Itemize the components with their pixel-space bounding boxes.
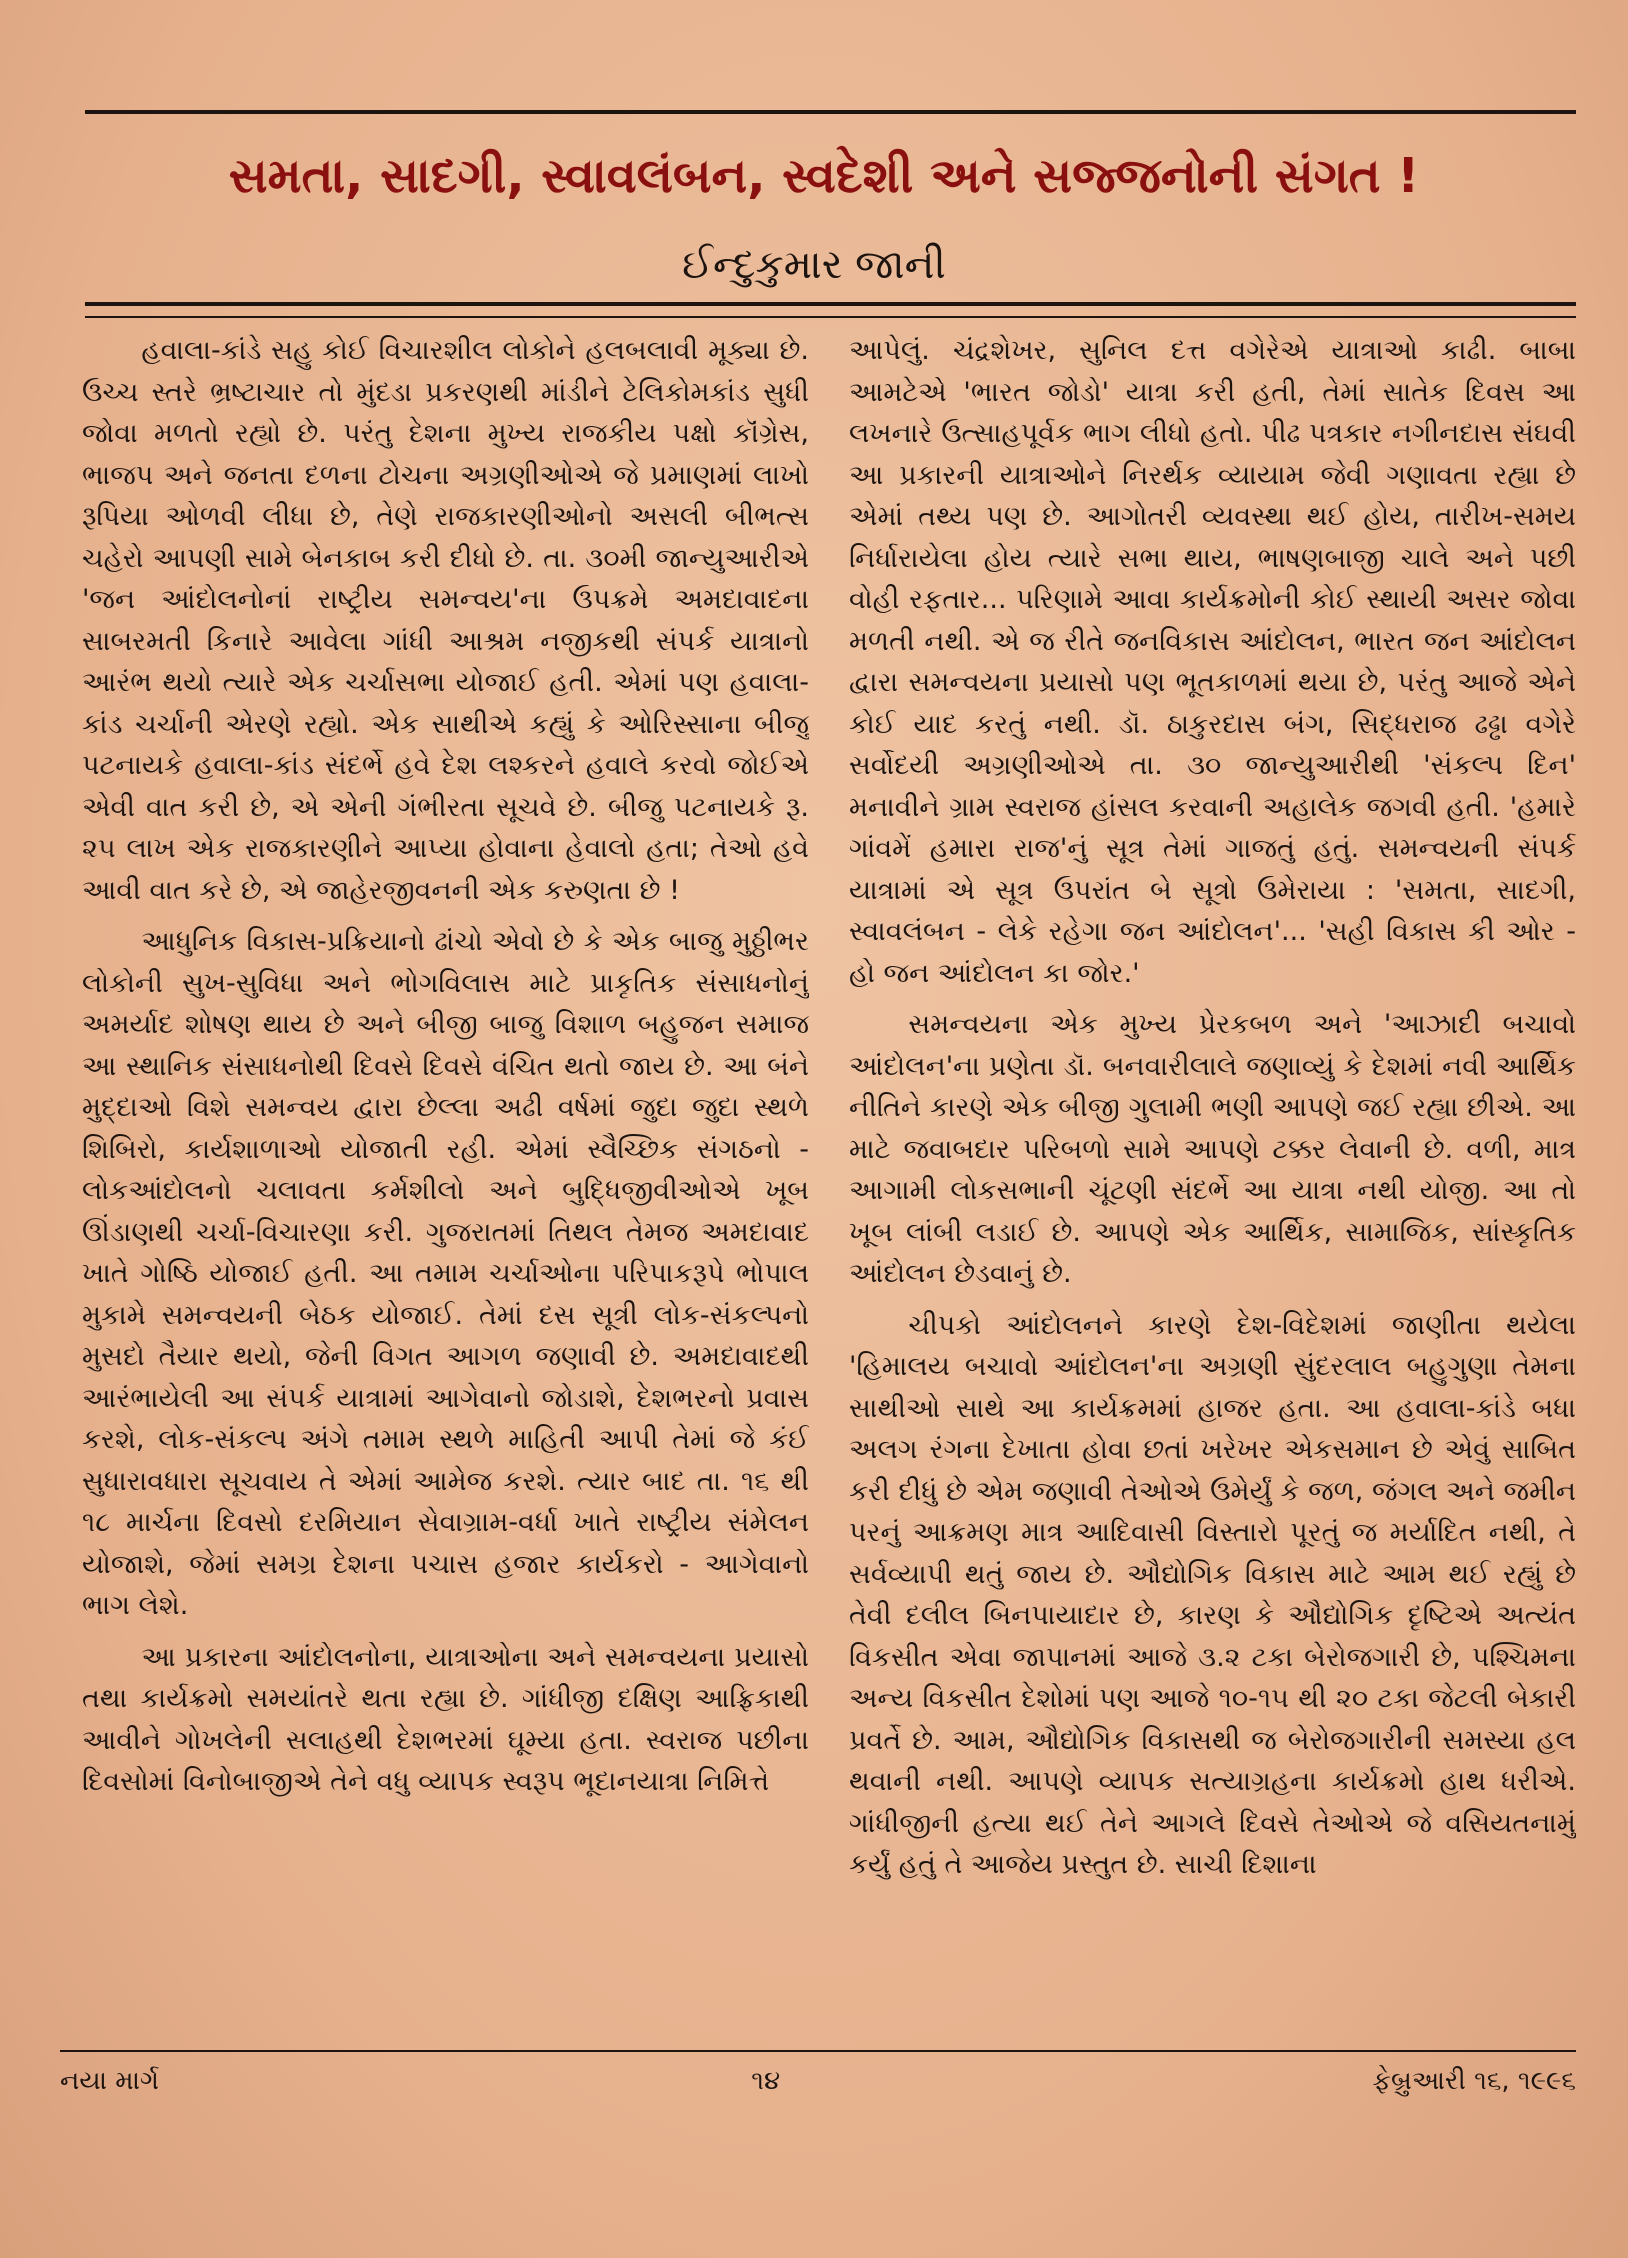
page-number: ૧૪ [751, 2066, 781, 2096]
top-rule [85, 110, 1576, 114]
article-body [82, 330, 1576, 2040]
paragraph: ચીપકો આંદોલનને કારણે દેશ-વિદેશમાં જાણીતા થયેલા 'હિમાલય બચાવો આંદોલન'ના અગ્રણી સુંદરલાલ બહુગુણા તેમના સાથીઓ સાથે આ કાર્યક્રમમાં હાજર હતા. આ હવાલા-કાંડે બધા અલગ રંગના દેખાતા હોવા છતાં ખરેખર એકસમાન છે એવું સાબિત કરી દીધું છે એમ જણાવી તેઓએ ઉમેર્યું કે જળ, જંગલ અને જમીન પરનું આક્રમણ માત્ર આદિવાસી વિસ્તારો પૂરતું જ મર્યાદિત નથી, તે સર્વવ્યાપી થતું જાય છે. ઔદ્યોગિક વિકાસ માટે આમ થઈ રહ્યું છે તેવી દલીલ બિનપાયાદાર છે, કારણ કે ઔદ્યોગિક દૃષ્ટિએ અત્યંત વિકસીત એવા જાપાનમાં આજે ૩.૨ ટકા બેરોજગારી છે, પશ્ચિમના અન્ય વિકસીત દેશોમાં પણ આજે ૧૦-૧૫ થી ૨૦ ટકા જેટલી બેકારી પ્રવર્તે છે. આમ, ઔદ્યોગિક વિકાસથી જ બેરોજગારીની સમસ્યા હલ થવાની નથી. આપણે વ્યાપક સત્યાગ્રહના કાર્યક્રમો હાથ ધરીએ. ગાંધીજીની હત્યા થઈ તેને આગલે દિવસે તેઓએ જે વસિયતનામું કર્યું હતું તે આજેય પ્રસ્તુત છે. સાચી દિશાના [849, 1309, 1576, 1880]
page-footer [60, 2066, 1576, 2097]
paragraph: હવાલા-કાંડે સહુ કોઈ વિચારશીલ લોકોને હલબલાવી મૂક્યા છે. ઉચ્ચ સ્તરે ભ્રષ્ટાચાર તો મુંદડા પ્રકરણથી માંડીને ટેલિકોમકાંડ સુધી જોવા મળતો રહ્યો છે. પરંતુ દેશના મુખ્ય રાજકીય પક્ષો કૉંગ્રેસ, ભાજપ અને જનતા દળના ટોચના અગ્રણીઓએ જે પ્રમાણમાં લાખો રૂપિયા ઓળવી લીધા છે, તેણે રાજકારણીઓનો અસલી બીભત્સ ચહેરો આપણી સામે બેનકાબ કરી દીધો છે. તા. ૩૦મી જાન્યુઆરીએ 'જન આંદોલનોનાં રાષ્ટ્રીય સમન્વય'ના ઉપક્રમે અમદાવાદના સાબરમતી કિનારે આવેલા ગાંધી આશ્રમ નજીકથી સંપર્ક યાત્રાનો આરંભ થયો ત્યારે એક ચર્ચાસભા યોજાઈ હતી. એમાં પણ હવાલા-કાંડ ચર્ચાની એરણે રહ્યો. એક સાથીએ કહ્યું કે ઓરિસ્સાના બીજુ પટનાયકે હવાલા-કાંડ સંદર્ભે હવે દેશ લશ્કરને હવાલે કરવો જોઈએ એવી વાત કરી છે, એ એની ગંભીરતા સૂચવે છે. બીજુ પટનાયકે રૂ. ૨૫ લાખ એક રાજકારણીને આપ્યા હોવાના હેવાલો હતા; તેઓ હવે આવી વાત કરે છે, એ જાહેરજીવનની એક કરુણતા છે ! [82, 335, 809, 906]
footer-rule [60, 2050, 1576, 2052]
right-column [849, 330, 1576, 2040]
paragraph: આધુનિક વિકાસ-પ્રક્રિયાનો ઢાંચો એવો છે કે એક બાજુ મુઠ્ઠીભર લોકોની સુખ-સુવિધા અને ભોગવિલાસ માટે પ્રાકૃતિક સંસાધનોનું અમર્યાદ શોષણ થાય છે અને બીજી બાજુ વિશાળ બહુજન સમાજ આ સ્થાનિક સંસાધનોથી દિવસે દિવસે વંચિત થતો જાય છે. આ બંને મુદ્દાઓ વિશે સમન્વય દ્વારા છેલ્લા અઢી વર્ષમાં જુદા જુદા સ્થળે શિબિરો, કાર્યશાળાઓ યોજાતી રહી. એમાં સ્વૈચ્છિક સંગઠનો - લોકઆંદોલનો ચલાવતા કર્મશીલો અને બુદ્ધિજીવીઓએ ખૂબ ઊંડાણથી ચર્ચા-વિચારણા કરી. ગુજરાતમાં તિથલ તેમજ અમદાવાદ ખાતે ગોષ્ઠિ યોજાઈ હતી. આ તમામ ચર્ચાઓના પરિપાકરૂપે ભોપાલ મુકામે સમન્વયની બેઠક યોજાઈ. તેમાં દસ સૂત્રી લોક-સંકલ્પનો મુસદો તૈયાર થયો, જેની વિગત આગળ જણાવી છે. અમદાવાદથી આરંભાયેલી આ સંપર્ક યાત્રામાં આગેવાનો જોડાશે, દેશભરનો પ્રવાસ કરશે, લોક-સંકલ્પ અંગે તમામ સ્થળે માહિતી આપી તેમાં જે કંઈ સુધારાવધારા સૂચવાય તે એમાં આમેજ કરશે. ત્યાર બાદ તા. ૧૬ થી ૧૮ માર્ચના દિવસો દરમિયાન સેવાગ્રામ-વર્ધા ખાતે રાષ્ટ્રીય સંમેલન યોજાશે, જેમાં સમગ્ર દેશના પચાસ હજાર કાર્યકરો - આગેવાનો ભાગ લેશે. [82, 926, 809, 1621]
paragraph: આપેલું. ચંદ્રશેખર, સુનિલ દત્ત વગેરેએ યાત્રાઓ કાઢી. બાબા આમટેએ 'ભારત જોડો' યાત્રા કરી હતી, તેમાં સાતેક દિવસ આ લખનારે ઉત્સાહપૂર્વક ભાગ લીધો હતો. પીઢ પત્રકાર નગીનદાસ સંઘવી આ પ્રકારની યાત્રાઓને નિરર્થક વ્યાયામ જેવી ગણાવતા રહ્યા છે એમાં તથ્ય પણ છે. આગોતરી વ્યવસ્થા થઈ હોય, તારીખ-સમય નિર્ધારાયેલા હોય ત્યારે સભા થાય, ભાષણબાજી ચાલે અને પછી વોહી રફતાર... પરિણામે આવા કાર્યક્રમોની કોઈ સ્થાયી અસર જોવા મળતી નથી. એ જ રીતે જનવિકાસ આંદોલન, ભારત જન આંદોલન દ્વારા સમન્વયના પ્રયાસો પણ ભૂતકાળમાં થયા છે, પરંતુ આજે એને કોઈ યાદ કરતું નથી. ડૉ. ઠાકુરદાસ બંગ, સિદ્ધરાજ ઢઢ્ઢા વગેરે સર્વોદયી અગ્રણીઓએ તા. ૩૦ જાન્યુઆરીથી 'સંકલ્પ દિન' મનાવીને ગ્રામ સ્વરાજ હાંસલ કરવાની અહાલેક જગવી હતી. 'હમારે ગાંવમેં હમારા રાજ'નું સૂત્ર તેમાં ગાજતું હતું. સમન્વયની સંપર્ક યાત્રામાં એ સૂત્ર ઉપરાંત બે સૂત્રો ઉમેરાયા : 'સમતા, સાદગી, સ્વાવલંબન - લેકે રહેગા જન આંદોલન'... 'સહી વિકાસ કી ઓર - હો જન આંદોલન કા જોર.' [849, 335, 1576, 989]
paragraph: આ પ્રકારના આંદોલનોના, યાત્રાઓના અને સમન્વયના પ્રયાસો તથા કાર્યક્રમો સમયાંતરે થતા રહ્યા છે. ગાંધીજી દક્ષિણ આફ્રિકાથી આવીને ગોખલેની સલાહથી દેશભરમાં ઘૂમ્યા હતા. સ્વરાજ પછીના દિવસોમાં વિનોબાજીએ તેને વધુ વ્યાપક સ્વરૂપ ભૂદાનયાત્રા નિમિત્તે [82, 1641, 809, 1797]
issue-date: ફેબ્રુઆરી ૧૬, ૧૯૯૬ [1372, 2066, 1576, 2096]
publication-name: નયા માર્ગ [60, 2066, 160, 2096]
paragraph: સમન્વયના એક મુખ્ય પ્રેરકબળ અને 'આઝાદી બચાવો આંદોલન'ના પ્રણેતા ડૉ. બનવારીલાલે જણાવ્યું કે દેશમાં નવી આર્થિક નીતિને કારણે એક બીજી ગુલામી ભણી આપણે જઈ રહ્યા છીએ. આ માટે જવાબદાર પરિબળો સામે આપણે ટક્કર લેવાની છે. વળી, માત્ર આગામી લોકસભાની ચૂંટણી સંદર્ભે આ યાત્રા નથી યોજી. આ તો ખૂબ લાંબી લડાઈ છે. આપણે એક આર્થિક, સામાજિક, સાંસ્કૃતિક આંદોલન છેડવાનું છે. [849, 1009, 1576, 1289]
article-title: સમતા, સાદગી, સ્વાવલંબન, સ્વદેશી અને સજ્જનોની સંગત ! [228, 148, 1420, 204]
left-column [82, 330, 809, 2040]
article-author: ઈન્દુકુમાર જાની [682, 242, 946, 288]
header-double-rule [85, 302, 1576, 318]
